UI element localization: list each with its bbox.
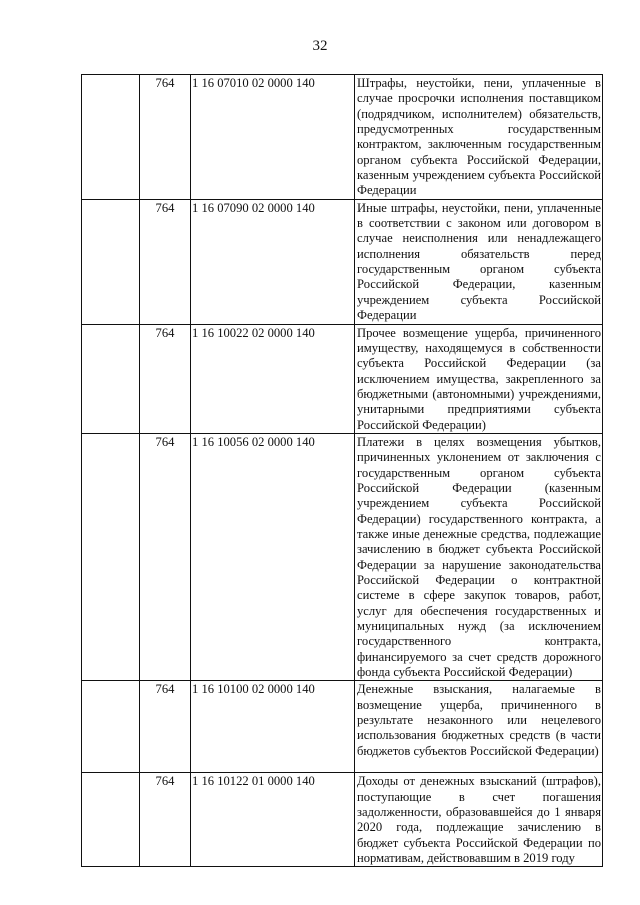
empty-cell	[82, 433, 140, 681]
empty-cell	[82, 75, 140, 200]
table-row	[82, 433, 603, 681]
revenue-code-cell: 1 16 07010 02 0000 140	[191, 75, 355, 200]
table-row	[82, 75, 603, 200]
admin-code-cell: 764	[140, 324, 191, 433]
admin-code-cell: 764	[140, 433, 191, 681]
revenue-code-cell: 1 16 10122 01 0000 140	[191, 773, 355, 867]
table-row	[82, 773, 603, 867]
table-row	[82, 324, 603, 433]
revenue-name-cell: Платежи в целях возмещения убытков, причиненных уклонением от заключения с государственным органом субъекта Российской Федерации (казенным учреждением субъекта Российской Федерации) государственного контракта, а также иные денежные средства, подлежащие зачислению в бюджет субъекта Российской Федерации за нарушение законодательства Российской Федерации о контрактной системе в сфере закупок товаров, работ, услуг для обеспечения государственных и муниципальных нужд (за исключением государственного контракта, финансируемого за счет средств дорожного фонда субъекта Российской Федерации)	[355, 433, 603, 681]
revenue-name-cell: Прочее возмещение ущерба, причиненного имуществу, находящемуся в собственности субъекта Российской Федерации (за исключением имущества, закрепленного за бюджетными (автономными) учреждениями, унитарными предприятиями субъекта Российской Федерации)	[355, 324, 603, 433]
admin-code-cell: 764	[140, 199, 191, 324]
revenue-name-cell: Иные штрафы, неустойки, пени, уплаченные в соответствии с законом или договором в случае неисполнения или ненадлежащего исполнения обязательств перед государственным органом субъекта Российской Федерации, казенным учреждением субъекта Российской Федерации	[355, 199, 603, 324]
revenue-name-cell: Денежные взыскания, налагаемые в возмещение ущерба, причиненного в результате незаконного или нецелевого использования бюджетных средств (в части бюджетов субъектов Российской Федерации)	[355, 681, 603, 773]
empty-cell	[82, 773, 140, 867]
revenue-code-cell: 1 16 10056 02 0000 140	[191, 433, 355, 681]
admin-code-cell: 764	[140, 75, 191, 200]
admin-code-cell: 764	[140, 773, 191, 867]
revenue-code-cell: 1 16 10100 02 0000 140	[191, 681, 355, 773]
revenue-code-cell: 1 16 07090 02 0000 140	[191, 199, 355, 324]
table-row	[82, 681, 603, 773]
table-row	[82, 199, 603, 324]
empty-cell	[82, 199, 140, 324]
budget-revenue-table	[81, 74, 603, 867]
revenue-name-cell: Штрафы, неустойки, пени, уплаченные в случае просрочки исполнения поставщиком (подрядчиком, исполнителем) обязательств, предусмотренных государственным контрактом, заключенным государственным органом субъекта Российской Федерации, казенным учреждением субъекта Российской Федерации	[355, 75, 603, 200]
page-number: 32	[312, 38, 328, 54]
empty-cell	[82, 681, 140, 773]
revenue-name-cell: Доходы от денежных взысканий (штрафов), поступающие в счет погашения задолженности, образовавшейся до 1 января 2020 года, подлежащие зачислению в бюджет субъекта Российской Федерации по нормативам, действовавшим в 2019 году	[355, 773, 603, 867]
empty-cell	[82, 324, 140, 433]
admin-code-cell: 764	[140, 681, 191, 773]
revenue-code-cell: 1 16 10022 02 0000 140	[191, 324, 355, 433]
